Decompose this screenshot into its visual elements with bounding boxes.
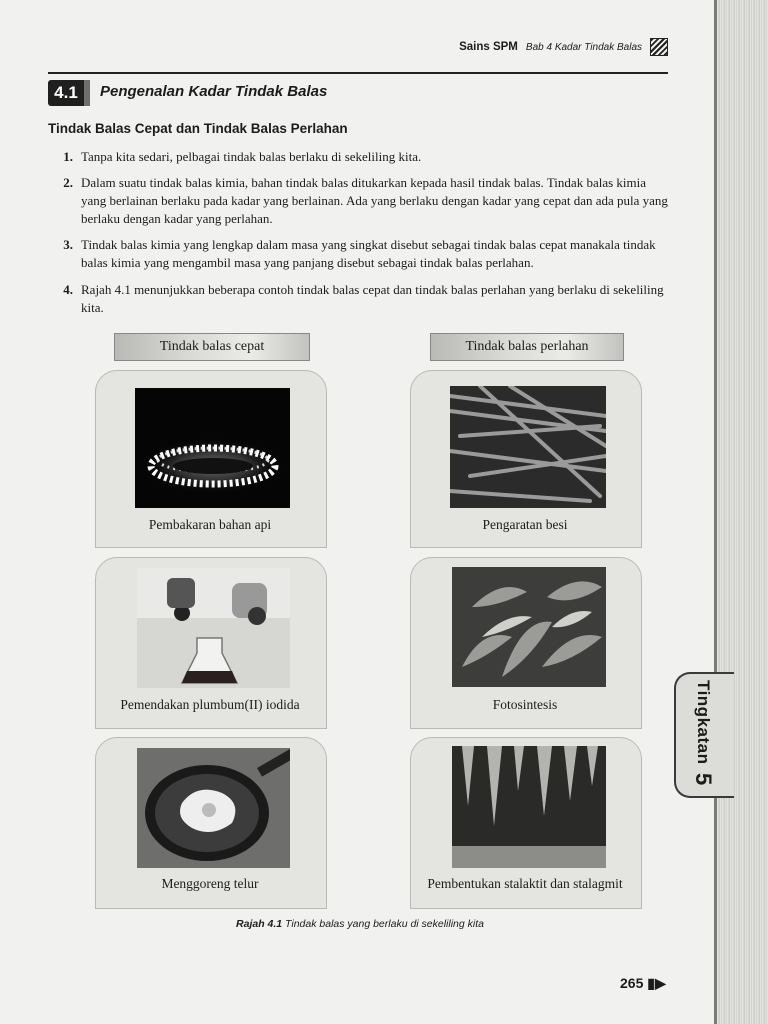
chapter-title: Bab 4 Kadar Tindak Balas	[525, 41, 642, 53]
photo-precipitation	[137, 568, 290, 688]
page-number	[620, 975, 666, 992]
figure-caption-number: Rajah 4.1	[236, 918, 283, 930]
figure-caption-text: Tindak balas yang berlaku di sekeliling kita	[285, 918, 484, 930]
chapter-icon	[650, 38, 668, 56]
paragraph	[48, 236, 673, 272]
caption-precipitation: Pemendakan plumbum(II) iodida	[120, 697, 300, 712]
paragraph-text: Tanpa kita sedari, pelbagai tindak balas berlaku di sekeliling kita.	[81, 149, 422, 164]
photo-cave	[452, 746, 606, 868]
section-number-badge: 4.1	[48, 80, 84, 106]
paragraph	[48, 281, 673, 317]
header-rule	[48, 72, 668, 74]
fast-reaction-label: Tindak balas cepat	[114, 333, 310, 361]
page-number-text: 265	[620, 975, 644, 991]
side-tab-text: Tingkatan	[694, 680, 713, 765]
book-title: Sains SPM	[459, 41, 518, 53]
caption-combustion: Pembakaran bahan api	[148, 517, 272, 532]
paragraph	[48, 148, 673, 166]
photo-leaves	[452, 567, 606, 687]
caption-photosynthesis: Fotosintesis	[492, 697, 558, 712]
paragraph-number: 3.	[63, 237, 73, 252]
flame-ring-icon	[135, 388, 290, 508]
slow-reaction-label: Tindak balas perlahan	[430, 333, 624, 361]
caption-frying: Menggoreng telur	[161, 876, 259, 891]
page-edge	[716, 0, 768, 1024]
figure-caption	[0, 918, 720, 930]
paragraph-number: 2.	[63, 175, 73, 190]
running-header	[459, 38, 668, 56]
side-tab-number: 5	[691, 772, 716, 786]
leaf-icon	[452, 567, 606, 687]
paragraph-number: 4.	[63, 282, 73, 297]
section-badge-accent	[84, 80, 90, 106]
frying-pan-icon	[137, 748, 290, 868]
photo-rusty-iron	[450, 386, 606, 508]
paragraph-text: Dalam suatu tindak balas kimia, bahan tindak balas ditukarkan kepada hasil tindak balas. Tindak balas kimia yang berlainan berlaku pada kadar yang berlainan. Ada yang berlaku dengan kadar yang cepat dan ada pula yang berlaku dengan kadar yang perlahan.	[81, 175, 668, 226]
page-arrow-icon: ▮▶	[647, 975, 666, 991]
rusty-rods-icon	[450, 386, 606, 508]
caption-stalactite: Pembentukan stalaktit dan stalagmit	[427, 876, 623, 891]
stalactite-icon	[452, 746, 606, 868]
photo-gas-flame	[135, 388, 290, 508]
paragraph-text: Rajah 4.1 menunjukkan beberapa contoh tindak balas cepat dan tindak balas perlahan yang berlaku di sekeliling kita.	[81, 282, 664, 315]
photo-frying-egg	[137, 748, 290, 868]
page-edge-line	[714, 0, 717, 1024]
side-tab-label	[676, 676, 730, 790]
subsection-title: Tindak Balas Cepat dan Tindak Balas Perlahan	[48, 121, 348, 136]
flask-icon	[137, 568, 290, 688]
paragraph	[48, 174, 673, 228]
paragraph-number: 1.	[63, 149, 73, 164]
caption-rusting: Pengaratan besi	[482, 517, 568, 532]
section-title: Pengenalan Kadar Tindak Balas	[100, 83, 328, 100]
paragraph-text: Tindak balas kimia yang lengkap dalam masa yang singkat disebut sebagai tindak balas cepat manakala tindak balas kimia yang mengambil masa yang panjang disebut sebagai tindak balas perlahan.	[81, 237, 656, 270]
